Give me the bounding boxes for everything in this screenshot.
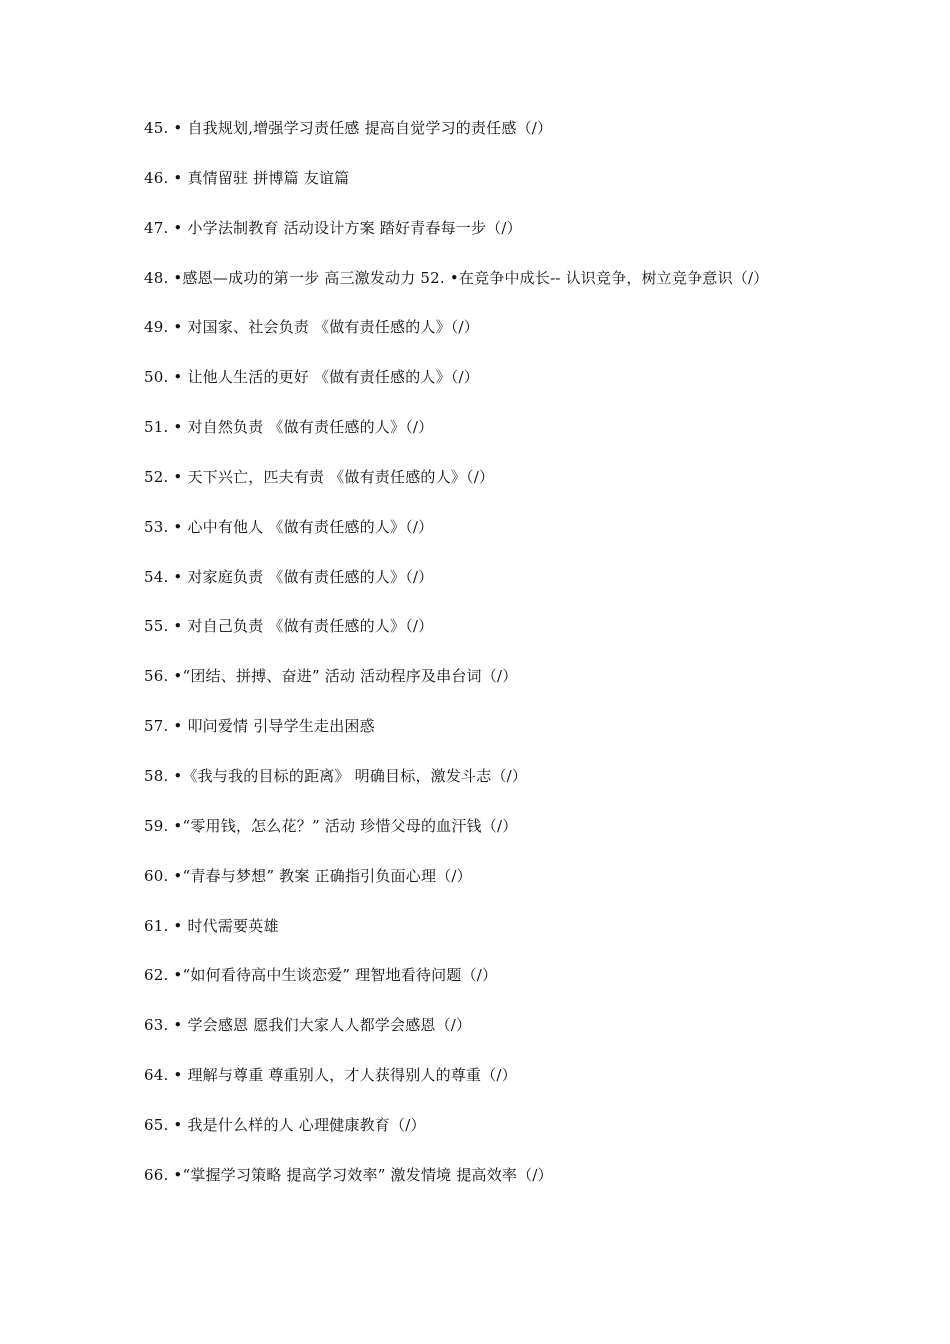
list-item: 45. • 自我规划,增强学习责任感 提高自觉学习的责任感（/） [144,119,553,137]
list-item: 56. •“团结、拼搏、奋进” 活动 活动程序及串台词（/） [144,667,518,686]
list-item: 62. •“如何看待高中生谈恋爱” 理智地看待问题（/） [144,966,498,985]
list-item: 53. • 心中有他人 《做有责任感的人》（/） [144,517,434,536]
list-item: 46. • 真情留驻 拼博篇 友谊篇 [144,168,350,187]
list-item: 58. •《我与我的目标的距离》 明确目标，激发斗志（/） [144,766,528,785]
entry-list [144,117,924,1214]
list-item: 61. • 时代需要英雄 [144,916,279,935]
list-item: 47. • 小学法制教育 活动设计方案 踏好青春每一步（/） [144,218,522,237]
list-item: 66. •“掌握学习策略 提高学习效率” 激发情境 提高效率（/） [144,1165,553,1184]
list-item: 57. • 叩问爱情 引导学生走出困惑 [144,717,375,736]
list-item: 48. •感恩—成功的第一步 高三激发动力 52. •在竞争中成长-- 认识竞争，树立竞争意识（/） [144,268,769,287]
list-item: 55. • 对自己负责 《做有责任感的人》（/） [144,617,434,636]
list-item: 49. • 对国家、社会负责 《做有责任感的人》（/） [144,318,479,337]
list-item: 59. •“零用钱，怎么花？” 活动 珍惜父母的血汗钱（/） [144,816,518,835]
list-item: 51. • 对自然负责 《做有责任感的人》（/） [144,418,434,437]
list-item: 63. • 学会感恩 愿我们大家人人都学会感恩（/） [144,1016,472,1035]
list-item: 52. • 天下兴亡，匹夫有责 《做有责任感的人》（/） [144,467,495,486]
list-item: 50. • 让他人生活的更好 《做有责任感的人》（/） [144,368,479,387]
list-item: 60. •“青春与梦想” 教案 正确指引负面心理（/） [144,866,472,885]
list-item: 64. • 理解与尊重 尊重别人，才人获得别人的尊重（/） [144,1066,517,1085]
list-item: 54. • 对家庭负责 《做有责任感的人》（/） [144,567,434,586]
list-item: 65. • 我是什么样的人 心理健康教育（/） [144,1115,426,1134]
